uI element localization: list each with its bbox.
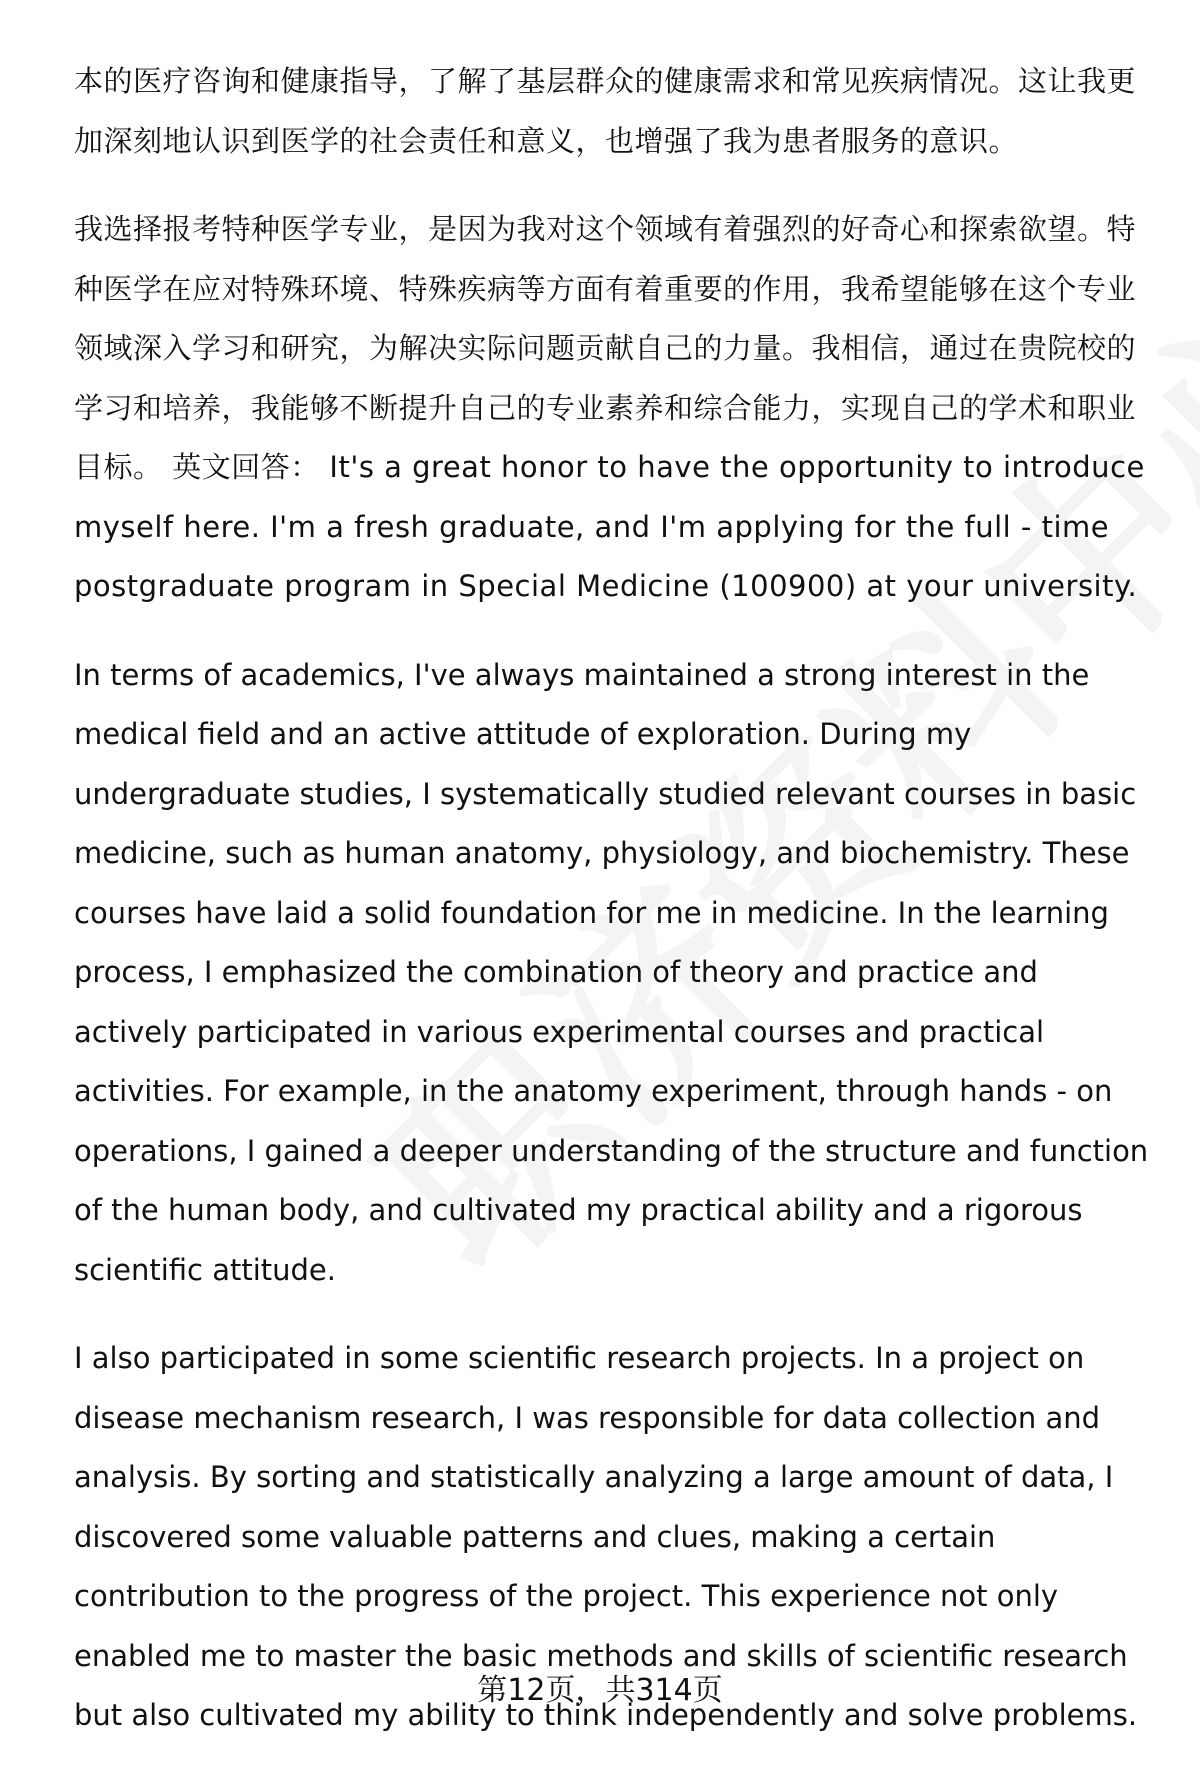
paragraph-2: 我选择报考特种医学专业，是因为我对这个领域有着强烈的好奇心和探索欲望。特种医学在应对特殊环境、特殊疾病等方面有着重要的作用，我希望能够在这个专业领域深入学习和研究，为解决实际问题贡献自己的力量。我相信，通过在贵院校的学习和培养，我能够不断提升自己的专业素养和综合能力，实现自己的学术和职业目标。 英文回答： It's a great honor to have the opportunity to introduce myself here. I'm a fresh graduate, and I'm applying for the full - time postgraduate program in Special Medicine (100900) at your university. (74, 212, 1145, 603)
paragraph-3: In terms of academics, I've always maintained a strong interest in the medical field and an active attitude of exploration. During my undergraduate studies, I systematically studied relevant courses in basic medicine, such as human anatomy, physiology, and biochemistry. These courses have laid a solid foundation for me in medicine. In the learning process, I emphasized the combination of theory and practice and actively participated in various experimental courses and practical activities. For example, in the anatomy experiment, through hands - on operations, I gained a deeper understanding of the structure and function of the human body, and cultivated my practical ability and a rigorous scientific attitude. (74, 657, 1149, 1287)
paragraph-4: I also participated in some scientific research projects. In a project on disease mechanism research, I was responsible for data collection and analysis. By sorting and statistically analyzing a large amount of data, I discovered some valuable patterns and clues, making a certain contribution to the progress of the project. This experience not only enabled me to master the basic methods and skills of scientific research but also cultivated my ability to think independently and solve problems. (74, 1341, 1138, 1732)
paragraph-1: 本的医疗咨询和健康指导，了解了基层群众的健康需求和常见疾病情况。这让我更加深刻地认识到医学的社会责任和意义，也增强了我为患者服务的意识。 (74, 64, 1137, 158)
page-content (74, 52, 1154, 1775)
page-number-footer: 第12页，共314页 (477, 1673, 723, 1708)
